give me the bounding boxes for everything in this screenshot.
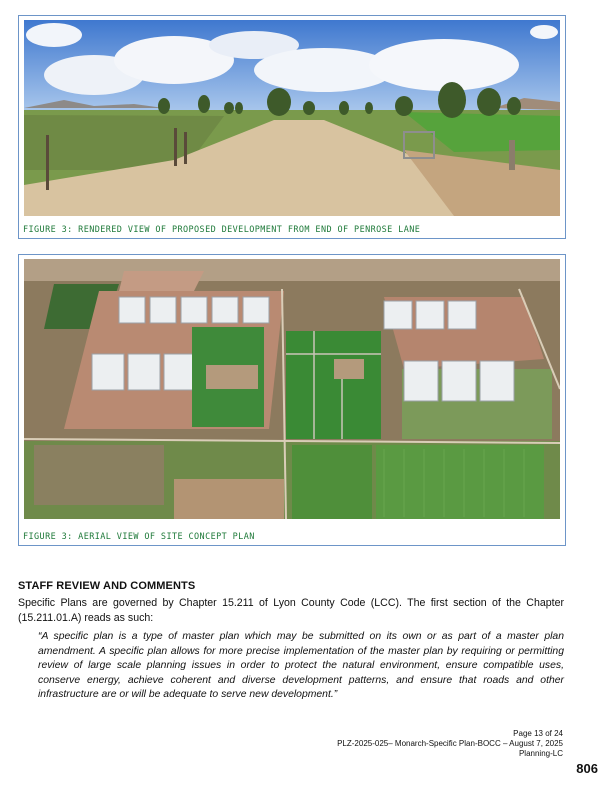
page-count: Page 13 of 24 bbox=[513, 729, 563, 738]
page-number: 806 bbox=[576, 761, 598, 776]
figure-caption: FIGURE 3: RENDERED VIEW OF PROPOSED DEVELOPMENT FROM END OF PENROSE LANE bbox=[23, 225, 421, 235]
section-heading: STAFF REVIEW AND COMMENTS bbox=[18, 580, 196, 592]
department-label: Planning-LC bbox=[518, 749, 563, 758]
page-footer bbox=[337, 729, 563, 759]
document-reference: PLZ-2025-025– Monarch-Specific Plan-BOCC – August 7, 2025 bbox=[337, 739, 563, 748]
figure-aerial-view bbox=[18, 254, 566, 546]
code-quote: “A specific plan is a type of master plan which may be submitted on its own or as part of a master plan amendment. A specific plan allows for more precise implementation of the master plan by requiring or permitting review of large scale planning issues in order to protect the natural environment, ensure compatible uses, conserve energy, achieve coherent and diverse development patterns, and ensure that roads and other infrastructure are or will be adequate to serve new development.” bbox=[38, 631, 564, 701]
aerial-view-image bbox=[24, 259, 560, 519]
intro-paragraph: Specific Plans are governed by Chapter 15.211 of Lyon County Code (LCC). The first section of the Chapter (15.211.01.A) reads as such: bbox=[18, 597, 564, 624]
figure-rendered-view bbox=[18, 15, 566, 239]
rendered-view-image bbox=[24, 20, 560, 216]
figure-caption: FIGURE 3: AERIAL VIEW OF SITE CONCEPT PLAN bbox=[23, 532, 255, 542]
